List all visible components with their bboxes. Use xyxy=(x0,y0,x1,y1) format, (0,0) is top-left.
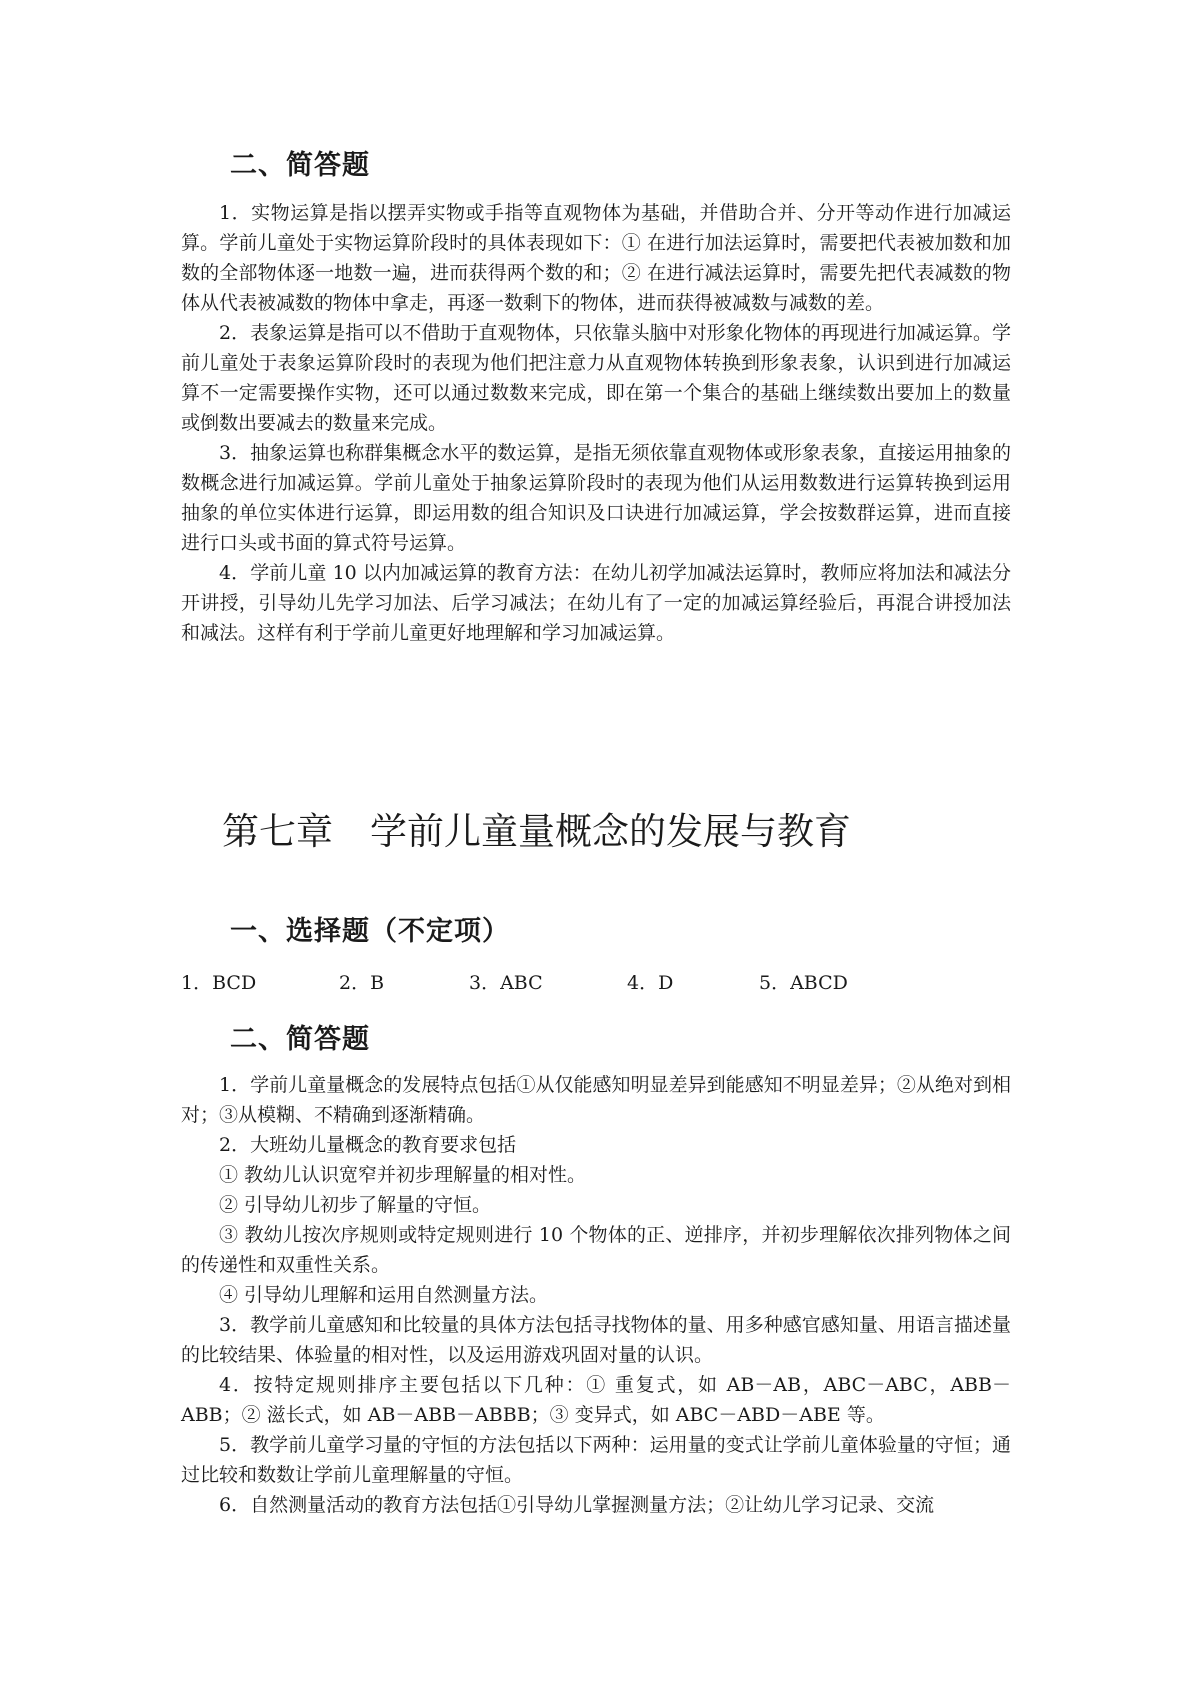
answer-paragraph: 1．实物运算是指以摆弄实物或手指等直观物体为基础，并借助合并、分开等动作进行加减运算。学前儿童处于实物运算阶段时的具体表现如下：① 在进行加法运算时，需要把代表被加数和加数的全部物体逐一地数一遍，进而获得两个数的和；② 在进行减法运算时，需要先把代表减数的物体从代表被减数的物体中拿走，再逐一数剩下的物体，进而获得被减数与减数的差。 xyxy=(181,202,1011,314)
answer-paragraph: 3．抽象运算也称群集概念水平的数运算，是指无须依靠直观物体或形象表象，直接运用抽象的数概念进行加减运算。学前儿童处于抽象运算阶段时的表现为他们从运用数数进行运算转换到运用抽象的单位实体进行运算，即运用数的组合知识及口诀进行加减运算，学会按数群运算，进而直接进行口头或书面的算式符号运算。 xyxy=(181,442,1011,554)
choice-answers-row xyxy=(181,968,1011,998)
answer-sub-item: ① 教幼儿认识宽窄并初步理解量的相对性。 xyxy=(219,1164,587,1186)
answer-paragraph: 2．表象运算是指可以不借助于直观物体，只依靠头脑中对形象化物体的再现进行加减运算。学前儿童处于表象运算阶段时的表现为他们把注意力从直观物体转换到形象表象，认识到进行加减运算不一定需要操作实物，还可以通过数数来完成，即在第一个集合的基础上继续数出要加上的数量或倒数出要减去的数量来完成。 xyxy=(181,322,1011,434)
section-heading-short-answer: 二、简答题 xyxy=(230,150,370,181)
answer-paragraph: 4．按特定规则排序主要包括以下几种：① 重复式，如 AB－AB，ABC－ABC，ABB－ABB；② 滋长式，如 AB－ABB－ABBB；③ 变异式，如 ABC－ABD－ABE 等。 xyxy=(181,1374,1011,1426)
choice-answer: 2．B xyxy=(339,972,385,994)
answer-paragraph: 3．教学前儿童感知和比较量的具体方法包括寻找物体的量、用多种感官感知量、用语言描述量的比较结果、体验量的相对性，以及运用游戏巩固对量的认识。 xyxy=(181,1314,1011,1366)
answer-sub-item: ② 引导幼儿初步了解量的守恒。 xyxy=(219,1194,492,1216)
choice-answer: 5．ABCD xyxy=(759,972,848,994)
section-heading-short-answer-2: 二、简答题 xyxy=(230,1024,370,1055)
section-heading-multiple-choice: 一、选择题（不定项） xyxy=(230,916,510,947)
short-answer-block-2 xyxy=(181,1070,1011,1520)
answer-paragraph: 6．自然测量活动的教育方法包括①引导幼儿掌握测量方法；②让幼儿学习记录、交流 xyxy=(219,1494,935,1516)
short-answer-block xyxy=(181,198,1011,648)
answer-paragraph: 4．学前儿童 10 以内加减运算的教育方法：在幼儿初学加减法运算时，教师应将加法和减法分开讲授，引导幼儿先学习加法、后学习减法；在幼儿有了一定的加减运算经验后，再混合讲授加法和减法。这样有利于学前儿童更好地理解和学习加减运算。 xyxy=(181,562,1011,644)
answer-paragraph: 5．教学前儿童学习量的守恒的方法包括以下两种：运用量的变式让学前儿童体验量的守恒；通过比较和数数让学前儿童理解量的守恒。 xyxy=(181,1434,1011,1486)
answer-sub-item: ④ 引导幼儿理解和运用自然测量方法。 xyxy=(219,1284,549,1306)
choice-answer: 3．ABC xyxy=(469,972,543,994)
answer-paragraph: 1．学前儿童量概念的发展特点包括①从仅能感知明显差异到能感知不明显差异；②从绝对到相对；③从模糊、不精确到逐渐精确。 xyxy=(181,1074,1011,1126)
chapter-title: 第七章 学前儿童量概念的发展与教育 xyxy=(222,810,851,853)
choice-answer: 4．D xyxy=(627,972,674,994)
answer-paragraph: 2．大班幼儿量概念的教育要求包括 xyxy=(219,1134,517,1156)
answer-sub-item: ③ 教幼儿按次序规则或特定规则进行 10 个物体的正、逆排序，并初步理解依次排列物体之间的传递性和双重性关系。 xyxy=(181,1224,1011,1276)
choice-answer: 1．BCD xyxy=(181,972,257,994)
